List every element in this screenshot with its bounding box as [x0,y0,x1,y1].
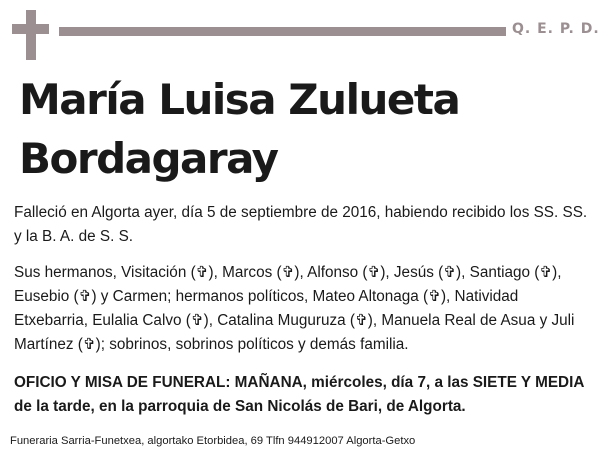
deceased-name-line1: María Luisa Zulueta [19,75,460,124]
cross-horizontal-bar [12,24,49,34]
deceased-name [19,70,589,188]
family-paragraph: Sus hermanos, Visitación (✞), Marcos (✞), Alfonso (✞), Jesús (✞), Santiago (✞), Eusebio (✞) y Carmen; hermanos políticos, Mateo Altonaga (✞), Natividad Etxebarria, Eulalia Calvo (✞), Catalina Muguruza (✞), Manuela Real de Asua y Juli Martínez (✞); sobrinos, sobrinos políticos y demás familia. [14,264,575,353]
funeral-paragraph: OFICIO Y MISA DE FUNERAL: MAÑANA, miércoles, día 7, a las SIETE Y MEDIA de la tarde, en la parroquia de San Nicolás de Bari, de Algorta. [14,374,584,415]
deceased-name-line2: Bordagaray [19,134,278,183]
qepd-label: Q. E. P. D. [512,21,600,37]
cross-vertical-bar [26,10,36,60]
notice-header [0,0,600,64]
death-notice-paragraph: Falleció en Algorta ayer, día 5 de septiembre de 2016, habiendo recibido los SS. SS. y la B. A. de S. S. [14,204,588,245]
header-rule [59,27,506,36]
funeral-home-footer: Funeraria Sarria-Funetxea, algortako Etorbidea, 69 Tlfn 944912007 Algorta-Getxo [10,435,416,447]
